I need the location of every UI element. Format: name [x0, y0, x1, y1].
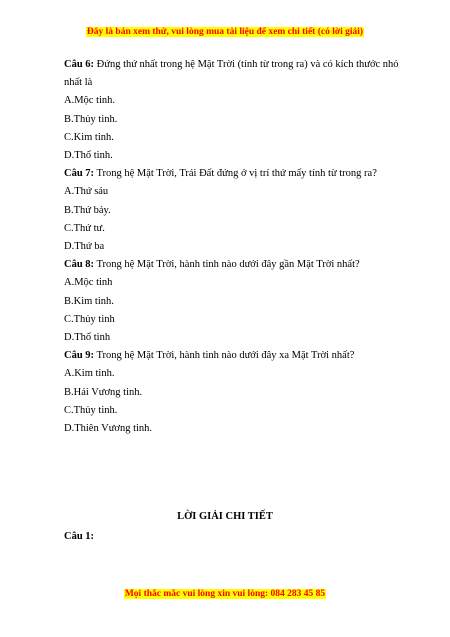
question-6	[64, 56, 404, 92]
answer-option: D.Thổ tinh.	[64, 150, 113, 162]
question-label: Câu 7:	[64, 168, 95, 180]
question-8	[64, 256, 404, 274]
preview-notice-text: Đây là bản xem thử, vui lòng mua tài liệu để xem chi tiết (có lời giải)	[86, 27, 364, 37]
question-text: Trong hệ Mặt Trời, hành tinh nào dưới đây xa Mặt Trời nhất?	[94, 350, 355, 362]
solution-heading: LỜI GIẢI CHI TIẾT	[177, 511, 273, 522]
answer-option: D.Thiên Vương tinh.	[64, 423, 153, 435]
preview-notice-banner	[0, 26, 450, 38]
question-text: Trong hệ Mặt Trời, Trái Đất đứng ở vị trí thứ mấy tính từ trong ra?	[94, 168, 377, 180]
answer-option: A.Thứ sáu	[64, 186, 109, 198]
answer-option: B.Kim tinh.	[64, 295, 114, 307]
answer-option: D.Thổ tinh	[64, 332, 111, 344]
answer-option: C.Thứ tư.	[64, 222, 105, 234]
question-list	[64, 56, 404, 438]
answer-option: A.Mộc tinh.	[64, 95, 116, 107]
question-text: Đứng thứ nhất trong hệ Mặt Trời (tính từ trong ra) và có kích thước nhỏ nhất là	[64, 59, 399, 89]
answer-option: A.Kim tinh.	[64, 368, 115, 380]
contact-notice-text: Mọi thắc mắc vui lòng xin vui lòng: 084 283 45 85	[124, 589, 326, 599]
question-text: Trong hệ Mặt Trời, hành tinh nào dưới đây gần Mặt Trời nhất?	[94, 259, 360, 271]
solution-question-label: Câu 1:	[64, 531, 95, 542]
question-7	[64, 165, 404, 183]
answer-option: C.Kim tinh.	[64, 131, 114, 143]
answer-option: C.Thủy tinh.	[64, 404, 118, 416]
answer-option: B.Thủy tinh.	[64, 113, 118, 125]
question-9	[64, 347, 404, 365]
question-label: Câu 6:	[64, 59, 95, 70]
question-label: Câu 8:	[64, 259, 95, 271]
answer-option: B.Hải Vương tinh.	[64, 386, 143, 398]
answer-option: B.Thứ bảy.	[64, 204, 111, 216]
question-label: Câu 9:	[64, 350, 95, 362]
contact-notice-banner	[0, 588, 450, 600]
answer-option: D.Thứ ba	[64, 241, 105, 253]
answer-option: C.Thủy tinh	[64, 313, 115, 325]
answer-option: A.Mộc tinh	[64, 277, 113, 289]
